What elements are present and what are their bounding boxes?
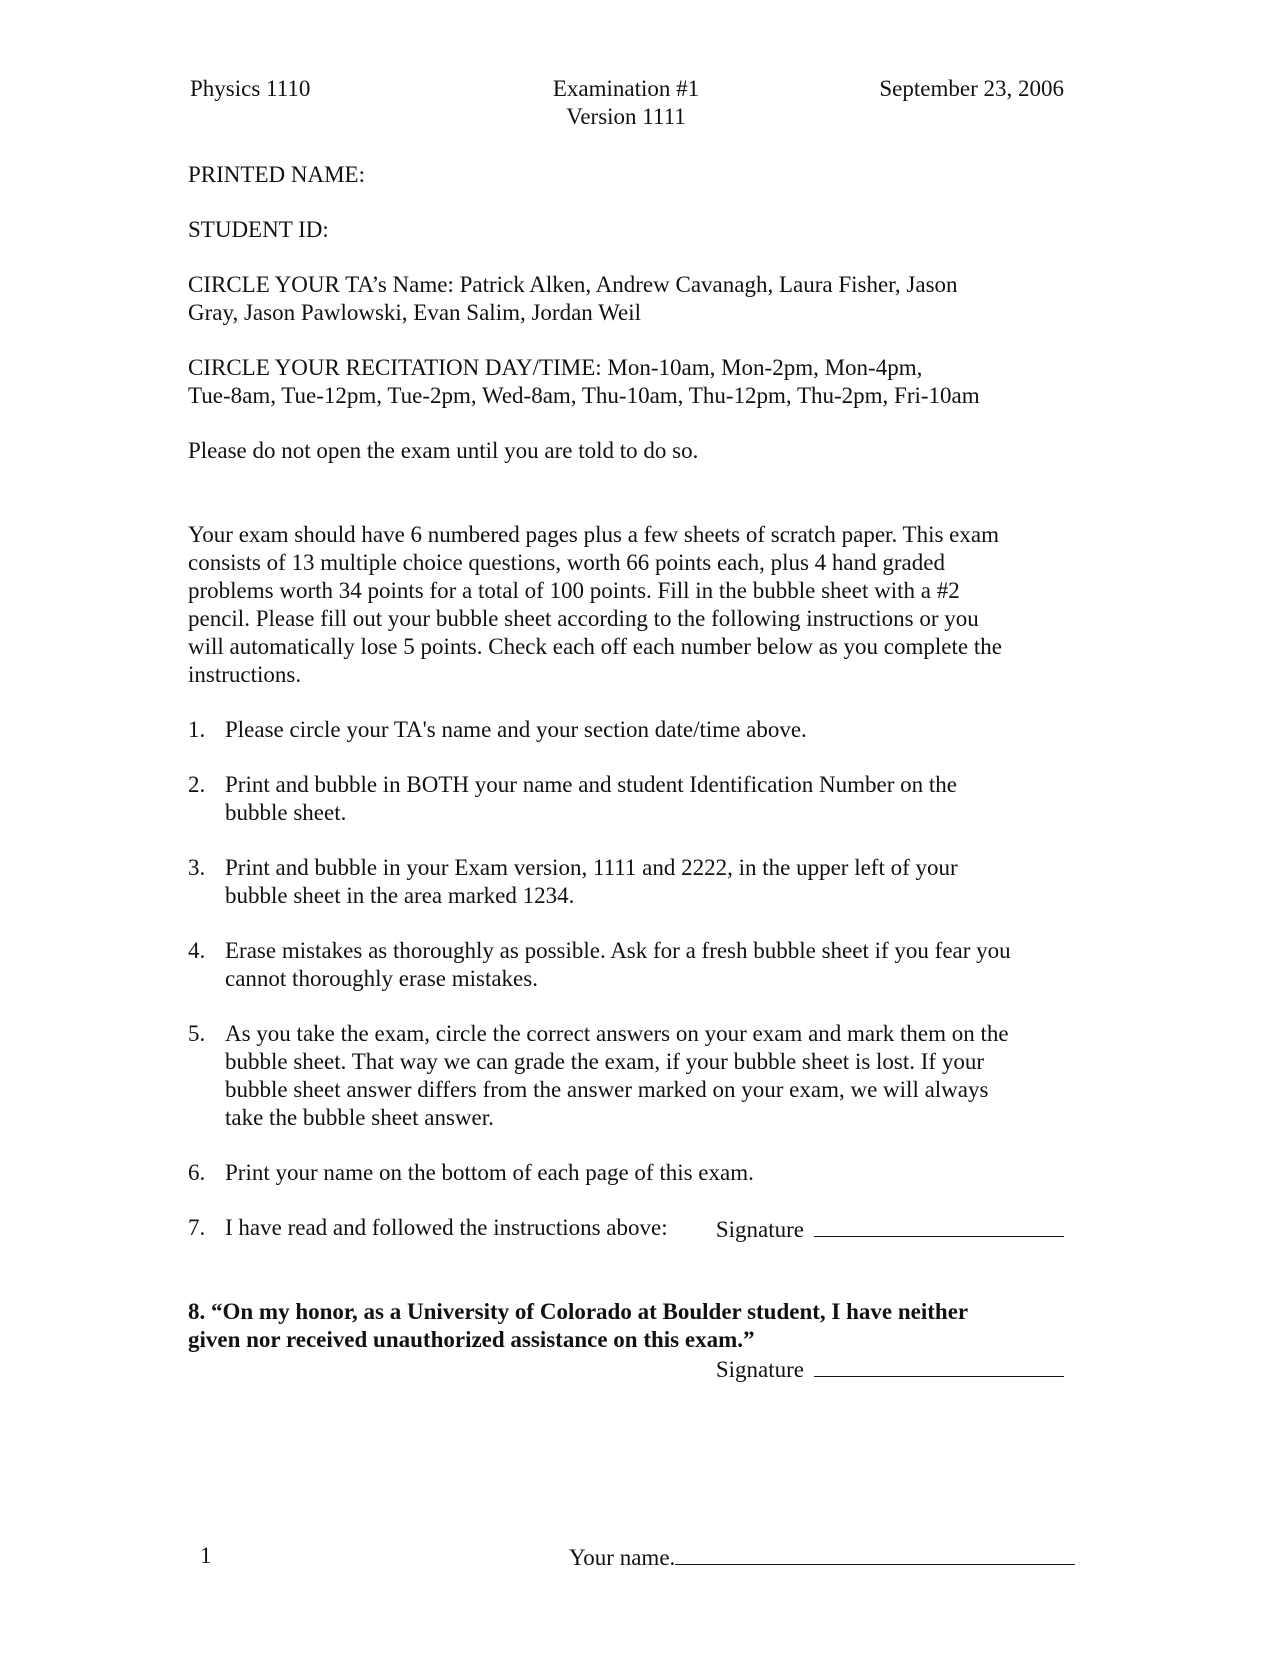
course-name: Physics 1110 — [190, 76, 311, 101]
item-text: bubble sheet in the area marked 1234. — [225, 883, 575, 908]
recitation-circle-section — [188, 354, 1064, 410]
honor-line-1: “On my honor, as a University of Colorado at Boulder student, I have neither — [211, 1299, 969, 1324]
instruction-item-2 — [188, 771, 1064, 827]
instruction-item-5 — [188, 1020, 1064, 1132]
signature-line — [814, 1354, 1064, 1377]
item-text: cannot thoroughly erase mistakes. — [225, 966, 538, 991]
honor-pledge — [188, 1298, 1064, 1354]
ta-line-1: CIRCLE YOUR TA’s Name: Patrick Alken, Andrew Cavanagh, Laura Fisher, Jason — [188, 272, 958, 297]
your-name-label: Your name. — [569, 1545, 676, 1570]
honor-signature-block — [188, 1354, 1064, 1384]
item-text: Print and bubble in your Exam version, 1111 and 2222, in the upper left of your — [225, 855, 958, 880]
intro-line: pencil. Please fill out your bubble sheet according to the following instructions or you — [188, 606, 979, 631]
student-id-field: STUDENT ID: — [188, 217, 329, 242]
do-not-open-notice: Please do not open the exam until you are told to do so. — [188, 438, 699, 463]
instruction-list — [188, 716, 1064, 1242]
item-text: bubble sheet answer differs from the answer marked on your exam, we will always — [225, 1077, 989, 1102]
instruction-item-1 — [188, 716, 1064, 744]
page-footer — [0, 1542, 1280, 1572]
honor-pledge-text — [188, 1298, 1064, 1354]
signature-label: Signature — [715, 1217, 804, 1242]
printed-name-field: PRINTED NAME: — [188, 162, 365, 187]
intro-line: instructions. — [188, 662, 302, 687]
item-text: bubble sheet. That way we can grade the exam, if your bubble sheet is lost. If your — [225, 1049, 984, 1074]
instruction-item-7 — [188, 1214, 1064, 1242]
instruction-item-4 — [188, 937, 1064, 993]
item-number: 2. — [188, 772, 206, 797]
instruction-item-3 — [188, 854, 1064, 910]
exam-intro-paragraph — [188, 521, 1064, 689]
ta-line-2: Gray, Jason Pawlowski, Evan Salim, Jordan Weil — [188, 300, 641, 325]
signature-line — [814, 1214, 1064, 1237]
item-number: 8. — [188, 1299, 206, 1324]
item-number: 1. — [188, 717, 206, 742]
your-name-field — [569, 1542, 1075, 1572]
item-number: 6. — [188, 1160, 206, 1185]
intro-line: problems worth 34 points for a total of 100 points. Fill in the bubble sheet with a #2 — [188, 578, 960, 603]
item-text: Print your name on the bottom of each page of this exam. — [225, 1160, 754, 1185]
intro-line: consists of 13 multiple choice questions, worth 66 points each, plus 4 hand graded — [188, 550, 945, 575]
item-text: Print and bubble in BOTH your name and student Identification Number on the — [225, 772, 958, 797]
item-number: 4. — [188, 938, 206, 963]
item-text: I have read and followed the instructions above: — [225, 1215, 668, 1240]
your-name-line — [675, 1542, 1075, 1565]
intro-line: Your exam should have 6 numbered pages plus a few sheets of scratch paper. This exam — [188, 522, 999, 547]
page-header — [188, 75, 1064, 131]
honor-line-2: given nor received unauthorized assistance on this exam.” — [188, 1327, 755, 1352]
item-text: Erase mistakes as thoroughly as possible. Ask for a fresh bubble sheet if you fear you — [225, 938, 1011, 963]
instruction-item-6 — [188, 1159, 1064, 1187]
item-text: bubble sheet. — [225, 800, 347, 825]
item-text: Please circle your TA's name and your section date/time above. — [225, 717, 807, 742]
item-text: take the bubble sheet answer. — [225, 1105, 494, 1130]
intro-line: will automatically lose 5 points. Check each off each number below as you complete the — [188, 634, 1002, 659]
item-text: As you take the exam, circle the correct answers on your exam and mark them on the — [225, 1021, 1009, 1046]
exam-date: September 23, 2006 — [879, 76, 1064, 101]
recitation-line-2: Tue-8am, Tue-12pm, Tue-2pm, Wed-8am, Thu-10am, Thu-12pm, Thu-2pm, Fri-10am — [188, 383, 980, 408]
item-number: 3. — [188, 855, 206, 880]
page-number: 1 — [200, 1543, 212, 1568]
signature-label: Signature — [715, 1357, 804, 1382]
ta-circle-section — [188, 271, 1064, 327]
recitation-line-1: CIRCLE YOUR RECITATION DAY/TIME: Mon-10am, Mon-2pm, Mon-4pm, — [188, 355, 923, 380]
item-number: 7. — [188, 1215, 206, 1240]
exam-version: Version 1111 — [566, 104, 686, 129]
signature-block — [716, 1214, 1064, 1244]
exam-title: Examination #1 — [552, 76, 700, 101]
item-number: 5. — [188, 1021, 206, 1046]
